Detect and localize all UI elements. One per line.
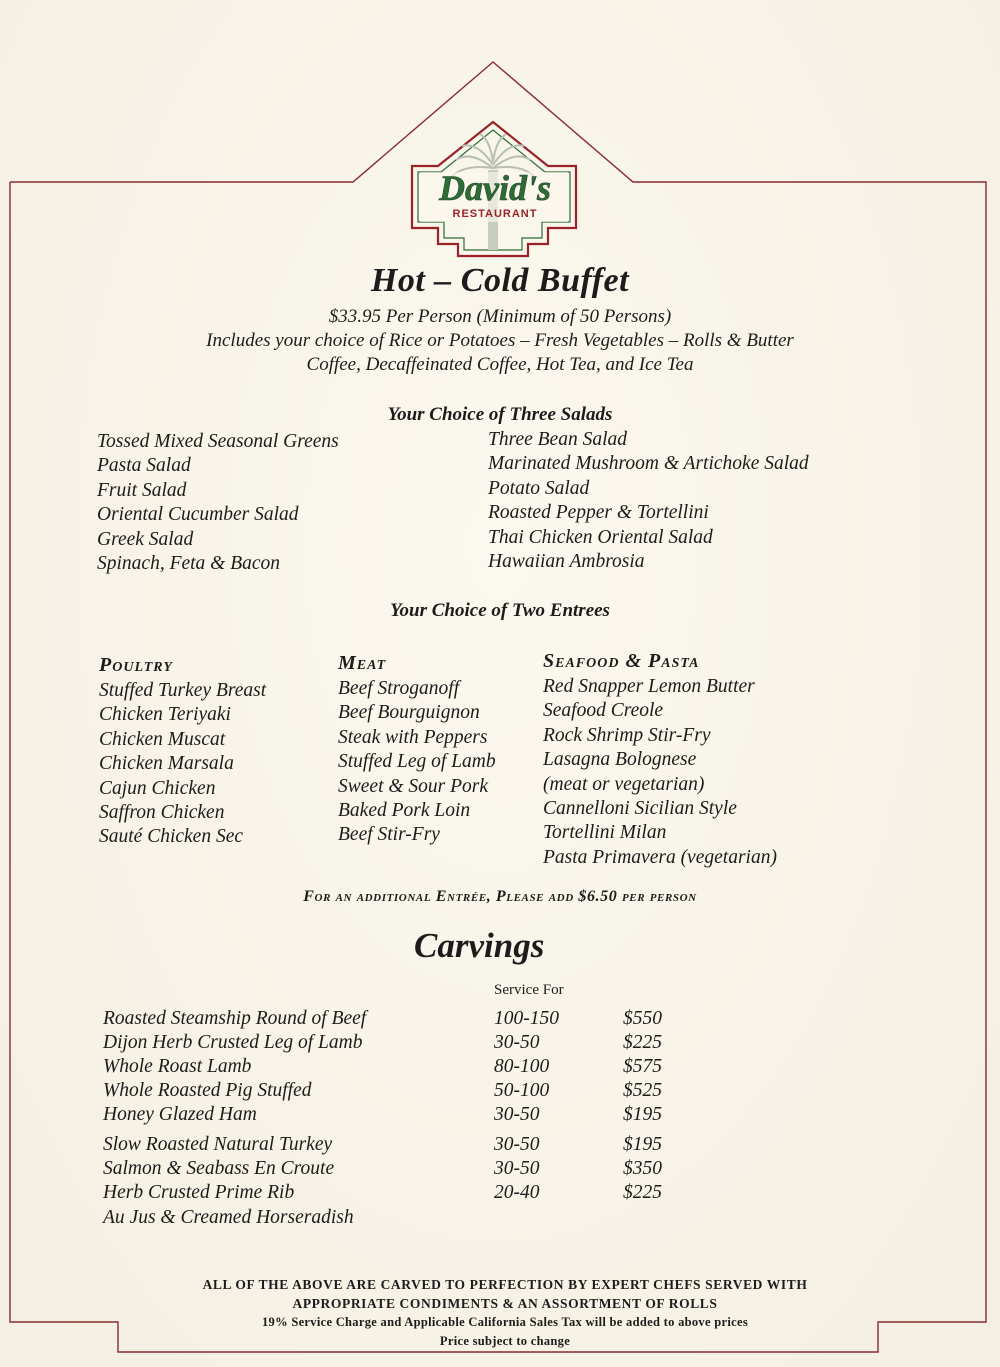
list-item: Rock Shrimp Stir-Fry — [543, 724, 711, 746]
carving-service: 30-50 — [494, 1104, 540, 1125]
carving-price: $575 — [623, 1056, 662, 1077]
table-row — [0, 1032, 1000, 1056]
service-charge-note: 19% Service Charge and Applicable California Sales Tax will be added to above prices — [262, 1315, 748, 1329]
list-item: Oriental Cucumber Salad — [97, 504, 299, 526]
carving-service: 30-50 — [494, 1032, 540, 1053]
service-for-header: Service For — [494, 982, 564, 998]
list-item: Beef Bourguignon — [338, 702, 480, 724]
carving-service: 50-100 — [494, 1080, 550, 1101]
carving-name: Roasted Steamship Round of Beef — [103, 1008, 367, 1029]
list-item: Potato Salad — [488, 477, 590, 499]
carving-service: 80-100 — [494, 1056, 550, 1077]
carving-service: 100-150 — [494, 1008, 559, 1029]
carving-price: $225 — [623, 1182, 662, 1203]
list-item: Pasta Primavera (vegetarian) — [543, 846, 777, 868]
includes-line: Includes your choice of Rice or Potatoes – Fresh Vegetables – Rolls & Butter — [206, 330, 794, 351]
list-item: Red Snapper Lemon Butter — [543, 676, 755, 697]
list-item: Beef Stir-Fry — [338, 824, 440, 846]
carvings-title: Carvings — [414, 926, 545, 965]
poultry-heading: Poultry — [99, 654, 173, 676]
carving-name: Au Jus & Creamed Horseradish — [103, 1207, 354, 1228]
seafood-pasta-heading: Seafood & Pasta — [543, 650, 700, 672]
list-item: Spinach, Feta & Bacon — [97, 552, 281, 574]
table-row — [0, 1104, 1000, 1128]
list-item: Pasta Salad — [97, 455, 191, 477]
list-item: (meat or vegetarian) — [543, 773, 705, 795]
seafood-pasta-column — [543, 650, 777, 870]
list-item: Fruit Salad — [97, 479, 187, 501]
list-item: Chicken Teriyaki — [99, 704, 231, 726]
list-item: Thai Chicken Oriental Salad — [488, 526, 713, 548]
page-title: Hot – Cold Buffet — [370, 262, 630, 299]
carving-price: $195 — [623, 1134, 662, 1155]
carving-service: 30-50 — [494, 1158, 540, 1179]
table-row — [0, 1134, 1000, 1158]
footer-line-1: ALL OF THE ABOVE ARE CARVED TO PERFECTION BY EXPERT CHEFS SERVED WITH — [202, 1277, 808, 1292]
carving-name: Honey Glazed Ham — [103, 1104, 257, 1125]
price-line: $33.95 Per Person (Minimum of 50 Persons) — [328, 306, 672, 327]
carving-name: Whole Roast Lamb — [103, 1056, 252, 1077]
list-item: Hawaiian Ambrosia — [488, 550, 645, 572]
table-row — [0, 1207, 1000, 1231]
list-item: Sweet & Sour Pork — [338, 775, 489, 797]
list-item: Stuffed Leg of Lamb — [338, 751, 496, 773]
list-item: Seafood Creole — [543, 700, 664, 722]
beverages-line: Coffee, Decaffeinated Coffee, Hot Tea, and Ice Tea — [306, 354, 694, 375]
salads-heading: Your Choice of Three Salads — [387, 404, 613, 425]
carving-name: Dijon Herb Crusted Leg of Lamb — [103, 1032, 363, 1053]
list-item: Cannelloni Sicilian Style — [543, 797, 737, 819]
carving-name: Salmon & Seabass En Croute — [103, 1158, 335, 1179]
logo-subtitle: RESTAURANT — [452, 208, 538, 220]
table-row — [0, 1080, 1000, 1104]
list-item: Steak with Peppers — [338, 726, 488, 748]
carving-name: Herb Crusted Prime Rib — [103, 1182, 295, 1203]
list-item: Chicken Marsala — [99, 753, 234, 775]
poultry-column — [99, 654, 266, 850]
carving-name: Whole Roasted Pig Stuffed — [103, 1080, 312, 1101]
table-row — [0, 1182, 1000, 1206]
list-item: Stuffed Turkey Breast — [99, 680, 267, 701]
table-row — [0, 1158, 1000, 1182]
carving-price: $550 — [623, 1008, 662, 1029]
salads-left-column — [97, 430, 339, 576]
list-item: Lasagna Bolognese — [543, 749, 697, 771]
carving-service: 30-50 — [494, 1134, 540, 1155]
list-item: Tossed Mixed Seasonal Greens — [97, 431, 339, 452]
list-item: Tortellini Milan — [543, 822, 667, 844]
list-item: Baked Pork Loin — [338, 799, 471, 821]
carving-price: $225 — [623, 1032, 662, 1053]
entrees-heading: Your Choice of Two Entrees — [390, 600, 610, 621]
meat-column — [338, 652, 496, 848]
list-item: Chicken Muscat — [99, 728, 226, 750]
table-row — [0, 1008, 1000, 1032]
additional-entree-note: For an additional Entrée, Please add $6.50 per person — [303, 888, 697, 905]
list-item: Beef Stroganoff — [338, 678, 460, 699]
list-item: Cajun Chicken — [99, 777, 216, 799]
meat-heading: Meat — [338, 652, 387, 674]
carving-price: $195 — [623, 1104, 662, 1125]
footer-line-2: APPROPRIATE CONDIMENTS & AN ASSORTMENT OF ROLLS — [292, 1296, 718, 1311]
carving-price: $525 — [623, 1080, 662, 1101]
table-row — [0, 1056, 1000, 1080]
carving-name: Slow Roasted Natural Turkey — [103, 1134, 333, 1155]
list-item: Sauté Chicken Sec — [99, 826, 244, 848]
carving-service: 20-40 — [494, 1182, 540, 1203]
logo-wordmark: David's — [439, 168, 551, 208]
list-item: Greek Salad — [97, 528, 194, 550]
carving-price: $350 — [623, 1158, 662, 1179]
list-item: Marinated Mushroom & Artichoke Salad — [488, 453, 809, 475]
list-item: Saffron Chicken — [99, 801, 225, 823]
salads-right-column — [488, 428, 809, 574]
list-item: Roasted Pepper & Tortellini — [488, 502, 709, 524]
price-change-note: Price subject to change — [439, 1334, 571, 1348]
list-item: Three Bean Salad — [488, 429, 628, 450]
